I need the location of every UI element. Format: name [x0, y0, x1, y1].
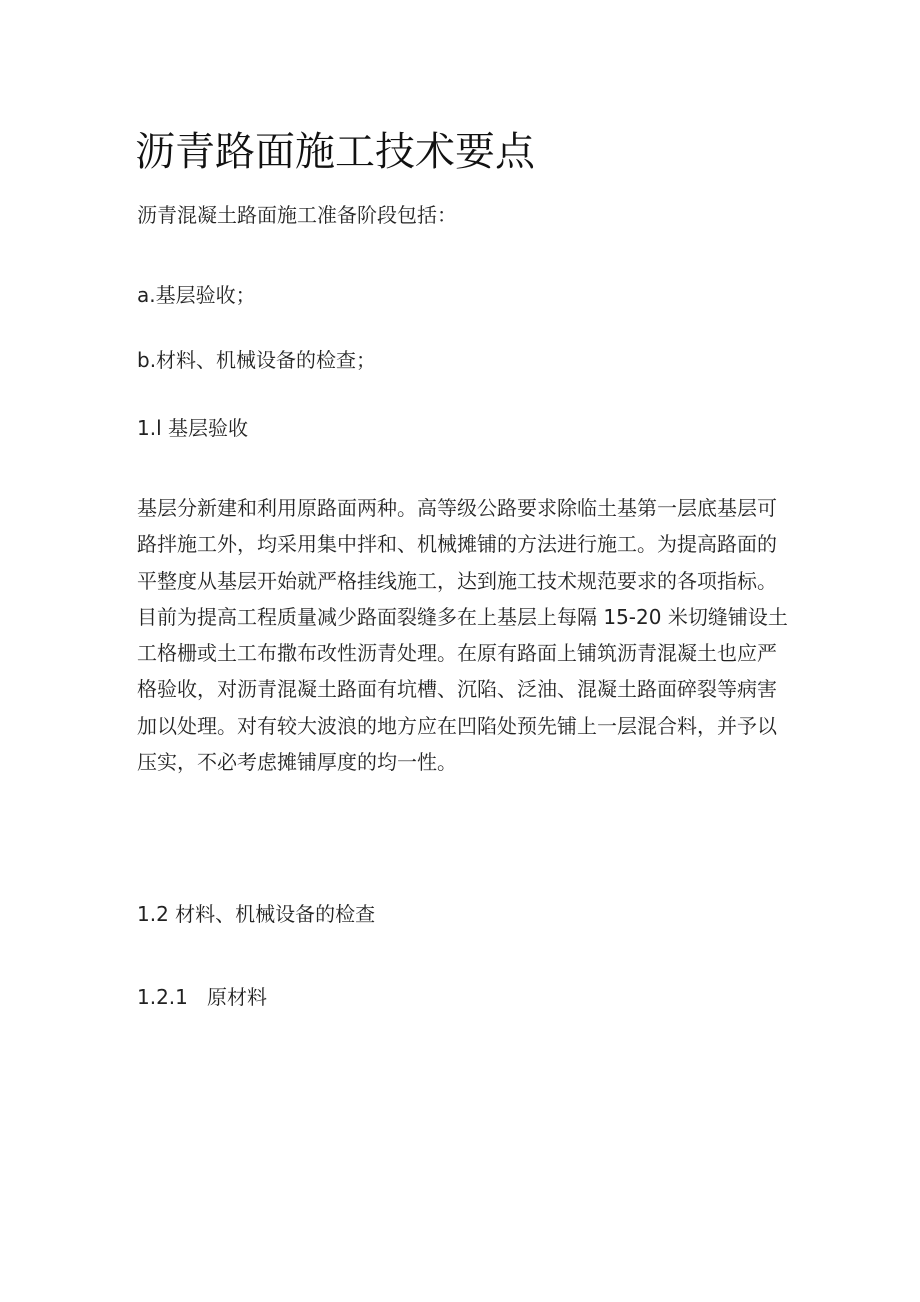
list-item-b: b.材料、机械设备的检查；: [137, 348, 377, 372]
paragraph-line: 格验收，对沥青混凝土路面有坑槽、沉陷、泛油、混凝土路面碎裂等病害: [137, 677, 777, 702]
intro-text: 沥青混凝土路面施工准备阶段包括：: [137, 203, 457, 227]
paragraph-line: 平整度从基层开始就严格挂线施工，达到施工技术规范要求的各项指标。: [137, 568, 777, 593]
paragraph-line: 目前为提高工程质量减少路面裂缝多在上基层上每隔 15-20 米切缝铺设土: [137, 604, 788, 629]
section-heading-1-2-1: 1.2.1 原材料: [137, 985, 267, 1009]
list-item-a: a.基层验收；: [137, 283, 256, 307]
paragraph-line: 加以处理。对有较大波浪的地方应在凹陷处预先铺上一层混合料，并予以: [137, 713, 777, 738]
document-title: 沥青路面施工技术要点: [135, 129, 535, 175]
paragraph-line: 基层分新建和利用原路面两种。高等级公路要求除临土基第一层底基层可: [137, 496, 777, 520]
section-heading-1-1: 1.l 基层验收: [137, 416, 248, 440]
paragraph-line: 压实，不必考虑摊铺厚度的均一性。: [137, 750, 457, 775]
section-heading-1-2: 1.2 材料、机械设备的检查: [137, 902, 376, 926]
paragraph-line: 路拌施工外，均采用集中拌和、机械摊铺的方法进行施工。为提高路面的: [137, 532, 777, 557]
paragraph-line: 工格栅或土工布撒布改性沥青处理。在原有路面上铺筑沥青混凝土也应严: [137, 641, 777, 666]
body-paragraph: [137, 490, 787, 780]
